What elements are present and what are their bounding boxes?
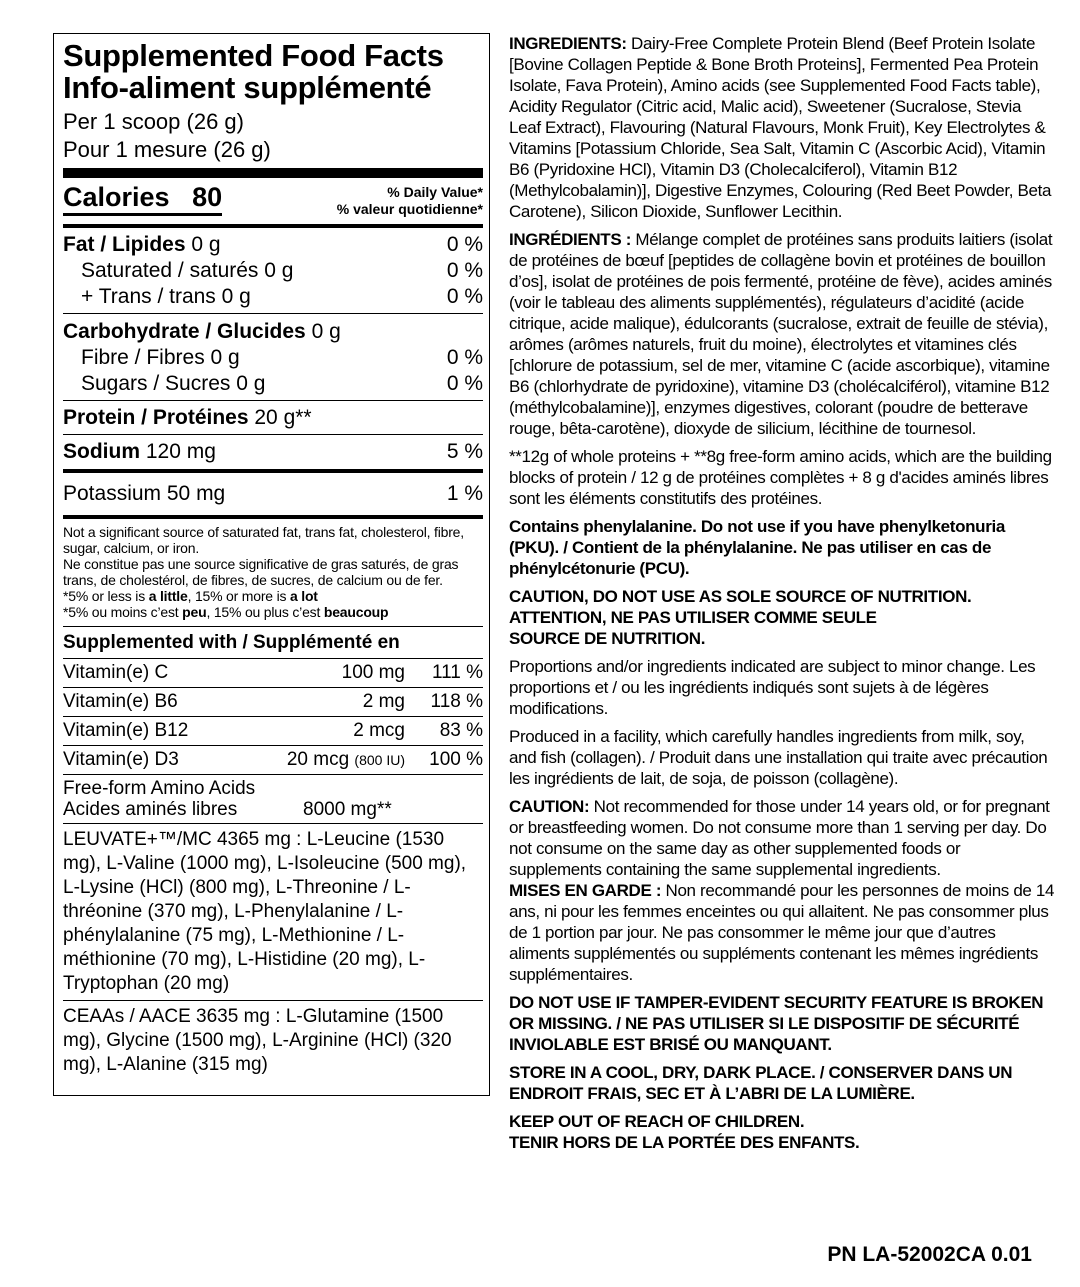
caution-fr: MISES EN GARDE : Non recommandé pour les personnes de moins de 14 ans, ni pour les femmes enceintes ou qui allaitent. Ne pas consommer plus de 1 portion par jour. Ne pas consommer le même jour que d’autres aliments supplémentés ou suppléments contenant les mêmes ingrédients supplémentaires. (509, 881, 1055, 984)
facility-note: Produced in a facility, which carefully handles ingredients from milk, soy, and fish (collagen). / Produit dans une installation qui traite avec précaution les ingrédients de lait, de soja, de poisson (collagène). (509, 727, 1048, 788)
facts-title-en: Supplemented Food Facts (63, 38, 444, 73)
nutrient-row-carbohydrate: Carbohydrate / Glucides 0 g (63, 320, 341, 343)
vitamin-row-b6: Vitamin(e) B6 2 mg 118 % (63, 691, 483, 712)
part-number: PN LA-52002CA 0.01 (827, 1243, 1032, 1266)
serving-size-fr: Pour 1 mesure (26 g) (63, 137, 271, 162)
supplemented-heading: Supplemented with / Supplémenté en (63, 632, 400, 653)
facts-title-fr: Info-aliment supplémenté (63, 70, 432, 105)
nutrient-row-sugars: Sugars / Sucres 0 g 0 % (81, 372, 483, 395)
vitamin-row-c: Vitamin(e) C 100 mg 111 % (63, 662, 483, 683)
protein-note: **12g of whole proteins + **8g free-form amino acids, which are the building blocks of protein / 12 g de protéines complètes + 8 g d'acides aminés libres sont les éléments constitutifs des protéines. (509, 447, 1052, 508)
calories: Calories 80 (63, 182, 222, 216)
nutrient-row-sodium: Sodium 120 mg 5 % (63, 440, 483, 463)
ingredients-fr: INGRÉDIENTS : Mélange complet de protéines sans produits laitiers (isolat de protéines de bœuf [peptides de collagène bovin et protéines de bouillon d’os], isolat de protéines de pois fermenté, protéine de fève), acides aminés (voir le tableau des aliments supplémentés), régulateurs d’acidité (acide citrique, acide malique), édulcorants (sucralose, extrait de feuille de stévia), arômes (arômes naturels, fruit du moine), électrolytes et vitamines clés [chlorure de potassium, sel de mer, vitamine C (acide ascorbique), vitamine B6 (chlorhydrate de pyridoxine), vitamine D3 (cholécalciférol), vitamine B12 (méthylcobalamine)], enzymes digestives, colorant (poudre de betterave rouge, bêta-carotène), dioxyde de silicium, lécithine de tournesol. (509, 230, 1053, 438)
divider (63, 168, 483, 178)
label-text-column (509, 33, 1055, 1160)
supplemented-food-facts-panel (53, 33, 490, 1096)
nutrient-row-potassium: Potassium 50 mg 1 % (63, 482, 483, 505)
fat-group (63, 228, 483, 313)
carbohydrate-group (63, 314, 483, 400)
serving-size-en: Per 1 scoop (26 g) (63, 109, 244, 134)
daily-value-header: % Daily Value* % valeur quotidienne* (336, 184, 483, 217)
leuvate-blend: LEUVATE+™/MC 4365 mg : L-Leucine (1530 mg), L-Valine (1000 mg), L-Isoleucine (500 mg), L-Lysine (HCl) (800 mg), L-Threonine / L-thréonine (370 mg), L-Phenylalanine / L-phénylalanine (75 mg), L-Methionine / L-méthionine (70 mg), L-Histidine (20 mg), L-Tryptophan (20 mg) (63, 829, 467, 994)
vitamin-row-d3: Vitamin(e) D3 20 mcg (800 IU) 100 % (63, 749, 483, 770)
nutrient-row-saturated: Saturated / saturés 0 g 0 % (81, 259, 483, 282)
children-warning: KEEP OUT OF REACH OF CHILDREN. TENIR HORS DE LA PORTÉE DES ENFANTS. (509, 1112, 860, 1152)
amino-acids-row: Free-form Amino Acids Acides aminés libres 8000 mg** (63, 778, 392, 820)
caution-en: CAUTION: Not recommended for those under 14 years old, or for pregnant or breastfeeding women. Do not consume more than 1 serving per day. Do not consume on the same day as other supplemented foods or supplements containing the same supplemental ingredients. (509, 797, 1050, 879)
calories-row (63, 182, 483, 218)
ingredients-en: INGREDIENTS: Dairy-Free Complete Protein Blend (Beef Protein Isolate [Bovine Collagen Peptide & Bone Broth Proteins], Fermented Pea Protein Isolate, Fava Protein), Amino acids (see Supplemented Food Facts table), Acidity Regulator (Citric acid, Malic acid), Sweetener (Sucralose, Stevia Leaf Extract), Flavouring (Natural Flavours, Monk Fruit), Key Electrolytes & Vitamins [Potassium Chloride, Sea Salt, Vitamin C (Ascorbic Acid), Vitamin B6 (Pyridoxine HCl), Vitamin D3 (Cholecalciferol), Vitamin B12 (Methylcobalamin)], Digestive Enzymes, Colouring (Red Beet Powder, Beta Carotene), Silicon Dioxide, Sunflower Lecithin. (509, 34, 1052, 221)
proportions-note: Proportions and/or ingredients indicated are subject to minor change. Les proportions et / ou les ingrédients indiqués sont sujets à de légères modifications. (509, 657, 1036, 718)
nutrient-row-trans: + Trans / trans 0 g 0 % (81, 285, 483, 308)
nutrient-row-fibre: Fibre / Fibres 0 g 0 % (81, 346, 483, 369)
nutrient-row-fat: Fat / Lipides 0 g 0 % (63, 233, 483, 256)
pku-warning: Contains phenylalanine. Do not use if you have phenylketonuria (PKU). / Contient de la phénylalanine. Ne pas utiliser en cas de phénylcétonurie (PCU). (509, 517, 1005, 578)
sole-source-caution: CAUTION, DO NOT USE AS SOLE SOURCE OF NUTRITION. ATTENTION, NE PAS UTILISER COMME SEULE SOURCE DE NUTRITION. (509, 587, 972, 648)
ceaas-blend: CEAAs / AACE 3635 mg : L-Glutamine (1500 mg), Glycine (1500 mg), L-Arginine (HCl) (320 mg), L-Alanine (315 mg) (63, 1006, 452, 1075)
tamper-warning: DO NOT USE IF TAMPER-EVIDENT SECURITY FEATURE IS BROKEN OR MISSING. / NE PAS UTILISER SI LE DISPOSITIF DE SÉCURITÉ INVIOLABLE EST BRISÉ OU MANQUANT. (509, 993, 1044, 1054)
nutrient-row-protein: Protein / Protéines 20 g** (63, 406, 312, 429)
vitamin-row-b12: Vitamin(e) B12 2 mcg 83 % (63, 720, 483, 741)
storage-instructions: STORE IN A COOL, DRY, DARK PLACE. / CONSERVER DANS UN ENDROIT FRAIS, SEC ET À L’ABRI DE LA LUMIÈRE. (509, 1063, 1013, 1103)
facts-footnote: Not a significant source of saturated fat, trans fat, cholesterol, fibre, sugar, calcium, or iron. Ne constitue pas une source significative de gras saturés, de gras trans, de cholestérol, de fibres, de sucres, de calcium ou de fer. *5% or less is a little, 15% or more is a lot *5% ou moins c’est peu, 15% ou plus c’est beaucoup (63, 524, 464, 620)
